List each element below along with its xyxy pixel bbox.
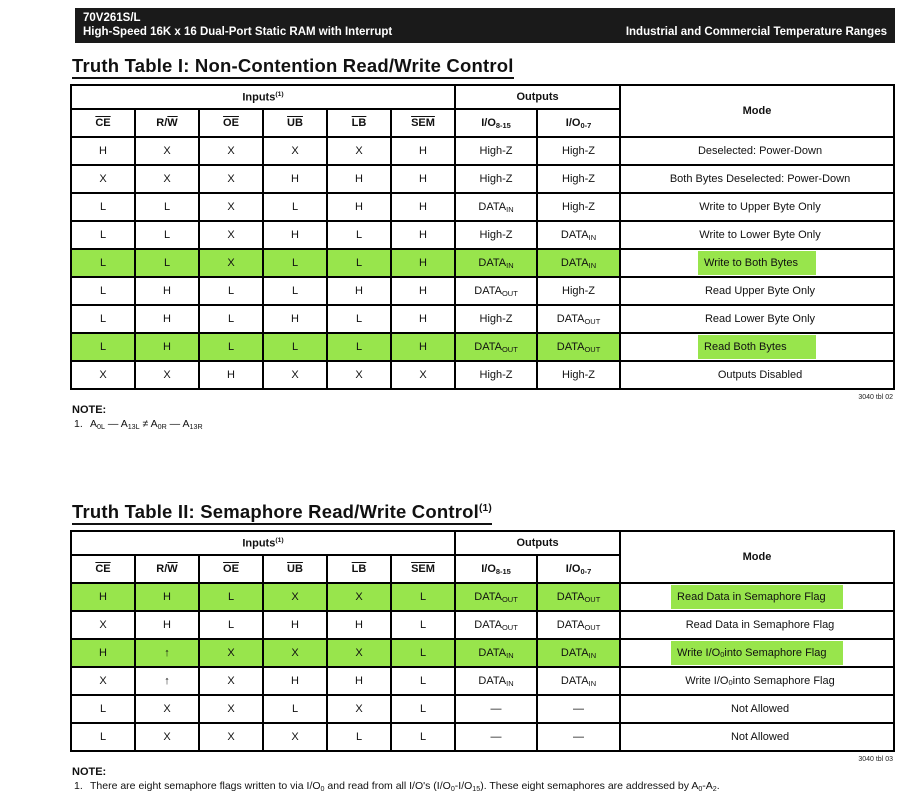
column-header: $I/O_{8-15}$ <box>455 109 537 137</box>
column-header: $\overline{OE}$ <box>199 109 263 137</box>
mode-text: Read Data in Semaphore Flag <box>671 585 843 609</box>
mode-text: Read Lower Byte Only <box>704 313 816 325</box>
signal-cell: High-Z <box>537 277 620 305</box>
column-header: $I/O_{8-15}$ <box>455 555 537 583</box>
mode-cell <box>620 165 894 193</box>
signal-cell: H <box>391 137 455 165</box>
page-header-bar <box>75 8 895 43</box>
signal-cell: $DATA_{OUT}$ <box>455 611 537 639</box>
truth-table-section <box>70 56 895 433</box>
signal-cell: X <box>391 361 455 389</box>
signal-cell: ↑ <box>135 639 199 667</box>
signal-cell: L <box>263 695 327 723</box>
note-item <box>74 779 895 795</box>
signal-cell: $DATA_{IN}$ <box>537 221 620 249</box>
mode-text: Read Upper Byte Only <box>704 285 816 297</box>
signal-cell: H <box>327 667 391 695</box>
column-header: $\overline{OE}$ <box>199 555 263 583</box>
signal-cell: $DATA_{IN}$ <box>455 667 537 695</box>
signal-cell: $DATA_{IN}$ <box>537 249 620 277</box>
signal-cell: H <box>327 611 391 639</box>
signal-cell: — <box>537 723 620 751</box>
signal-cell: L <box>391 667 455 695</box>
mode-text: Write to Lower Byte Only <box>699 229 821 241</box>
mode-text: Read Data in Semaphore Flag <box>685 619 835 631</box>
signal-cell: High-Z <box>537 165 620 193</box>
signal-cell: $DATA_{IN}$ <box>455 249 537 277</box>
signal-cell: L <box>327 249 391 277</box>
mode-cell <box>620 333 894 361</box>
signal-cell: H <box>391 333 455 361</box>
signal-cell: $DATA_{OUT}$ <box>455 583 537 611</box>
signal-cell: H <box>391 221 455 249</box>
signal-cell: L <box>199 611 263 639</box>
inputs-group-header: Inputs$^{(1)}$ <box>71 531 455 555</box>
signal-cell: H <box>263 165 327 193</box>
signal-cell: X <box>199 667 263 695</box>
column-header: $\overline{SEM}$ <box>391 555 455 583</box>
mode-cell <box>620 723 894 751</box>
signal-cell: H <box>391 277 455 305</box>
table-row <box>71 249 894 277</box>
signal-cell: X <box>327 639 391 667</box>
column-header: $R/\overline{W}$ <box>135 555 199 583</box>
table-row <box>71 723 894 751</box>
outputs-group-header: Outputs <box>455 531 620 555</box>
signal-cell: X <box>135 723 199 751</box>
note-item <box>74 417 895 433</box>
mode-text: Write to Both Bytes <box>698 251 816 275</box>
signal-cell: X <box>199 137 263 165</box>
signal-cell: — <box>455 695 537 723</box>
notes-list <box>74 417 895 433</box>
signal-cell: L <box>327 221 391 249</box>
signal-cell: H <box>391 193 455 221</box>
column-header: $R/\overline{W}$ <box>135 109 199 137</box>
table-title: Truth Table I: Non-Contention Read/Write Control <box>72 56 514 79</box>
signal-cell: X <box>199 221 263 249</box>
signal-cell: H <box>391 249 455 277</box>
mode-text: Both Bytes Deselected: Power-Down <box>669 173 851 185</box>
signal-cell: High-Z <box>455 305 537 333</box>
signal-cell: $DATA_{OUT}$ <box>537 305 620 333</box>
signal-cell: X <box>135 165 199 193</box>
signal-cell: L <box>71 221 135 249</box>
table-row <box>71 361 894 389</box>
signal-cell: L <box>135 193 199 221</box>
signal-cell: X <box>199 193 263 221</box>
signal-cell: X <box>199 249 263 277</box>
mode-text: Read Both Bytes <box>698 335 816 359</box>
table-row <box>71 695 894 723</box>
mode-cell <box>620 611 894 639</box>
signal-cell: L <box>327 723 391 751</box>
signal-cell: H <box>71 639 135 667</box>
signal-cell: H <box>263 667 327 695</box>
mode-text: Deselected: Power-Down <box>697 145 823 157</box>
signal-cell: X <box>263 137 327 165</box>
signal-cell: H <box>71 583 135 611</box>
signal-cell: X <box>327 137 391 165</box>
part-description: High-Speed 16K x 16 Dual-Port Static RAM with Interrupt <box>83 26 393 38</box>
mode-cell <box>620 277 894 305</box>
signal-cell: $DATA_{IN}$ <box>537 639 620 667</box>
signal-cell: X <box>327 583 391 611</box>
signal-cell: L <box>263 333 327 361</box>
signal-cell: L <box>71 333 135 361</box>
mode-cell <box>620 305 894 333</box>
signal-cell: H <box>263 221 327 249</box>
table-row <box>71 277 894 305</box>
column-header: $\overline{UB}$ <box>263 109 327 137</box>
truth-table <box>70 530 895 752</box>
signal-cell: H <box>71 137 135 165</box>
signal-cell: High-Z <box>455 221 537 249</box>
signal-cell: L <box>391 583 455 611</box>
signal-cell: L <box>135 249 199 277</box>
signal-cell: L <box>263 193 327 221</box>
signal-cell: — <box>537 695 620 723</box>
table-row <box>71 611 894 639</box>
signal-cell: High-Z <box>537 137 620 165</box>
table-row <box>71 667 894 695</box>
column-header: $\overline{CE}$ <box>71 109 135 137</box>
signal-cell: H <box>135 611 199 639</box>
note-number: 1. <box>74 418 83 430</box>
temperature-range-label: Industrial and Commercial Temperature Ranges <box>625 26 887 38</box>
notes-list <box>74 779 895 795</box>
mode-column-header: Mode <box>620 531 894 583</box>
signal-cell: X <box>135 361 199 389</box>
signal-cell: $DATA_{OUT}$ <box>537 611 620 639</box>
signal-cell: X <box>263 723 327 751</box>
signal-cell: H <box>199 361 263 389</box>
mode-text: Not Allowed <box>730 703 790 715</box>
note-label: NOTE: <box>72 766 107 778</box>
table-row <box>71 639 894 667</box>
signal-cell: X <box>263 583 327 611</box>
signal-cell: H <box>327 165 391 193</box>
signal-cell: $DATA_{OUT}$ <box>455 333 537 361</box>
signal-cell: H <box>327 193 391 221</box>
signal-cell: L <box>199 305 263 333</box>
signal-cell: L <box>71 695 135 723</box>
table-id-tag: 3040 tbl 03 <box>858 756 893 763</box>
signal-cell: H <box>135 333 199 361</box>
signal-cell: X <box>71 361 135 389</box>
table-id-tag: 3040 tbl 02 <box>858 394 893 401</box>
table-title: Truth Table II: Semaphore Read/Write Control$^{(1)}$ <box>72 499 492 525</box>
signal-cell: X <box>199 723 263 751</box>
signal-cell: $DATA_{OUT}$ <box>537 583 620 611</box>
signal-cell: L <box>71 249 135 277</box>
signal-cell: L <box>199 333 263 361</box>
signal-cell: $DATA_{OUT}$ <box>537 333 620 361</box>
signal-cell: L <box>391 639 455 667</box>
table-row <box>71 193 894 221</box>
signal-cell: X <box>199 695 263 723</box>
mode-text: Write to Upper Byte Only <box>699 201 821 213</box>
signal-cell: L <box>71 723 135 751</box>
column-header: $\overline{UB}$ <box>263 555 327 583</box>
truth-table-section <box>70 499 895 795</box>
mode-text: Outputs Disabled <box>717 369 803 381</box>
column-header: $I/O_{0-7}$ <box>537 555 620 583</box>
signal-cell: X <box>71 667 135 695</box>
signal-cell: X <box>199 639 263 667</box>
mode-cell <box>620 695 894 723</box>
column-header: $\overline{LB}$ <box>327 109 391 137</box>
signal-cell: H <box>135 277 199 305</box>
signal-cell: H <box>391 165 455 193</box>
mode-cell <box>620 193 894 221</box>
signal-cell: H <box>135 583 199 611</box>
signal-cell: High-Z <box>537 193 620 221</box>
column-header: $\overline{CE}$ <box>71 555 135 583</box>
signal-cell: X <box>263 639 327 667</box>
signal-cell: X <box>71 611 135 639</box>
outputs-group-header: Outputs <box>455 85 620 109</box>
signal-cell: L <box>263 249 327 277</box>
signal-cell: L <box>71 193 135 221</box>
table-row <box>71 305 894 333</box>
table-row <box>71 221 894 249</box>
table-row <box>71 583 894 611</box>
mode-text: Write I/O $_0$ into Semaphore Flag <box>671 641 843 665</box>
signal-cell: L <box>391 611 455 639</box>
signal-cell: X <box>327 695 391 723</box>
mode-cell <box>620 137 894 165</box>
column-header: $I/O_{0-7}$ <box>537 109 620 137</box>
signal-cell: X <box>135 695 199 723</box>
signal-cell: $DATA_{IN}$ <box>455 639 537 667</box>
signal-cell: High-Z <box>455 137 537 165</box>
signal-cell: High-Z <box>455 165 537 193</box>
tables-container <box>0 56 920 795</box>
signal-cell: ↑ <box>135 667 199 695</box>
note-number: 1. <box>74 780 83 792</box>
signal-cell: High-Z <box>455 361 537 389</box>
mode-cell <box>620 667 894 695</box>
signal-cell: X <box>263 361 327 389</box>
signal-cell: $DATA_{IN}$ <box>537 667 620 695</box>
table-row <box>71 165 894 193</box>
signal-cell: $DATA_{IN}$ <box>455 193 537 221</box>
part-number: 70V261S/L <box>83 12 141 24</box>
column-header: $\overline{LB}$ <box>327 555 391 583</box>
signal-cell: H <box>263 305 327 333</box>
signal-cell: H <box>391 305 455 333</box>
signal-cell: L <box>199 583 263 611</box>
truth-table <box>70 84 895 390</box>
signal-cell: X <box>199 165 263 193</box>
inputs-group-header: Inputs$^{(1)}$ <box>71 85 455 109</box>
signal-cell: High-Z <box>537 361 620 389</box>
mode-cell <box>620 639 894 667</box>
note-text: $A_{0L}$ — $A_{13L} \ne A_{0R}$ — $A_{13R}$ <box>90 418 203 431</box>
signal-cell: L <box>391 695 455 723</box>
signal-cell: L <box>71 305 135 333</box>
table-row <box>71 137 894 165</box>
table-row <box>71 333 894 361</box>
signal-cell: X <box>135 137 199 165</box>
mode-text: Not Allowed <box>730 731 790 743</box>
signal-cell: H <box>263 611 327 639</box>
mode-column-header: Mode <box>620 85 894 137</box>
signal-cell: X <box>327 361 391 389</box>
datasheet-page <box>0 8 920 810</box>
mode-cell <box>620 221 894 249</box>
mode-text: Write I/O $_0$ into Semaphore Flag <box>685 675 835 687</box>
mode-cell <box>620 361 894 389</box>
note-text: There are eight semaphore flags written to via $I/O_0$ and read from all I/O's $(I/O_0-I/O_{15})$. These eight semaphores are addressed by $A_0-A_2$. <box>90 780 720 793</box>
note-label: NOTE: <box>72 404 107 416</box>
signal-cell: X <box>71 165 135 193</box>
signal-cell: L <box>391 723 455 751</box>
signal-cell: L <box>135 221 199 249</box>
signal-cell: L <box>327 333 391 361</box>
signal-cell: — <box>455 723 537 751</box>
column-header: $\overline{SEM}$ <box>391 109 455 137</box>
signal-cell: H <box>135 305 199 333</box>
signal-cell: $DATA_{OUT}$ <box>455 277 537 305</box>
mode-cell <box>620 249 894 277</box>
signal-cell: H <box>327 277 391 305</box>
signal-cell: L <box>199 277 263 305</box>
signal-cell: L <box>263 277 327 305</box>
signal-cell: L <box>71 277 135 305</box>
signal-cell: L <box>327 305 391 333</box>
mode-cell <box>620 583 894 611</box>
